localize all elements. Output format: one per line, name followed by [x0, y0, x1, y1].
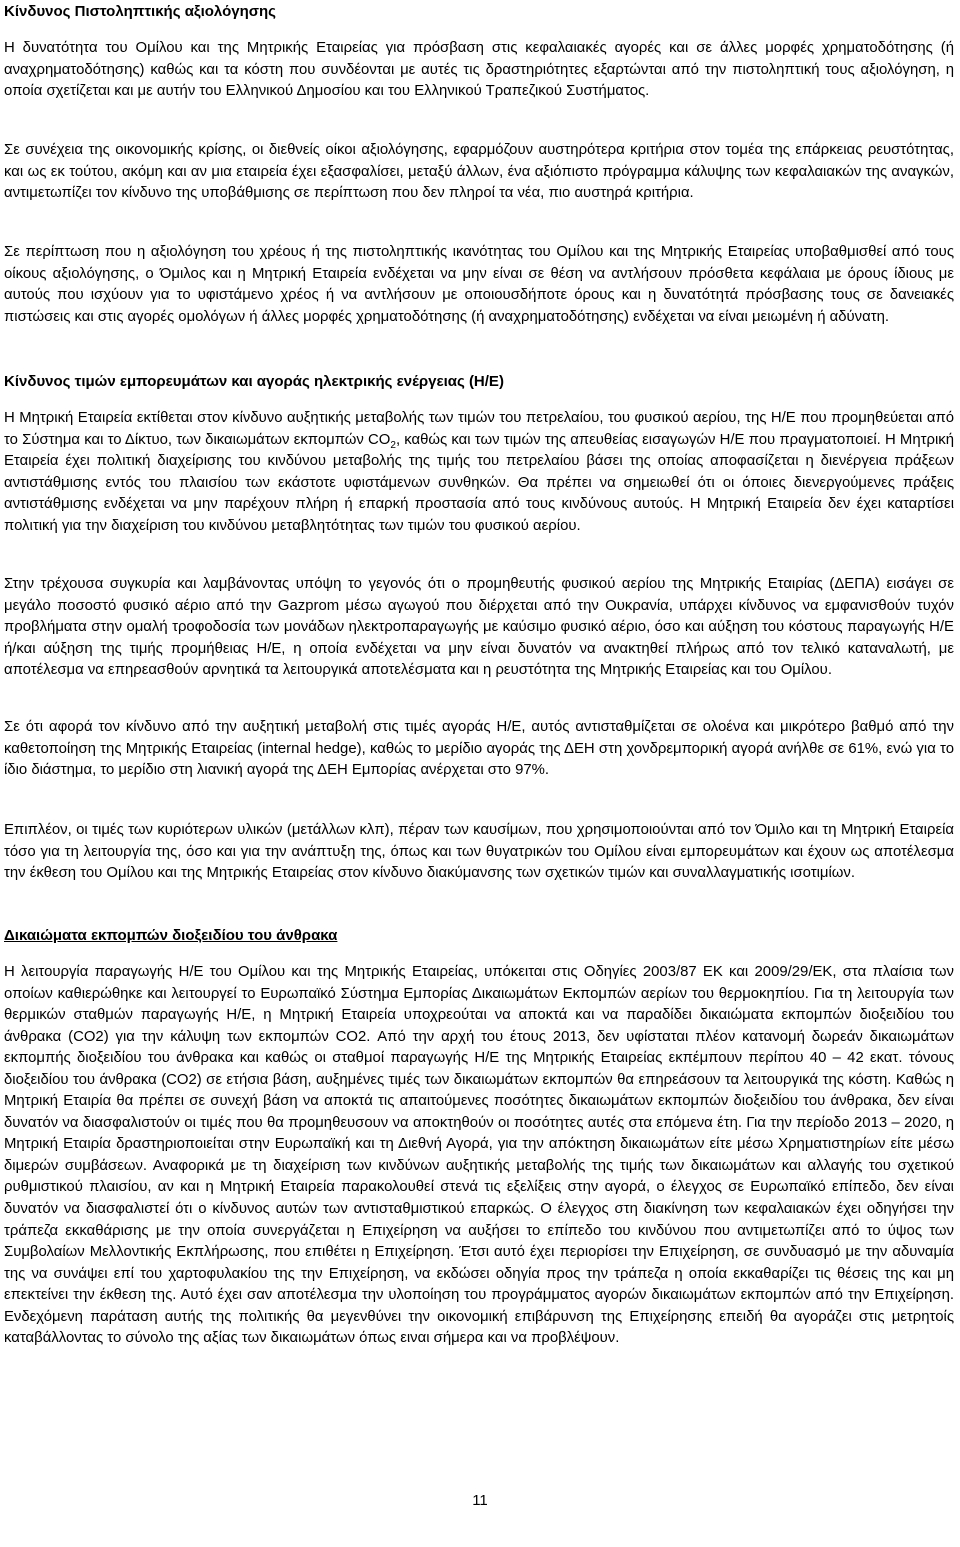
subscript: 2 — [390, 439, 396, 451]
paragraph-text: , καθώς και των τιμών της απευθείας εισαγωγών Η/Ε που πραγματοποιεί. Η Μητρική Εταιρεία έχει πολιτική διαχείρισης του κινδύνου μεταβολής της τιμής του πετρελαίου βάσει της οποίας αποφασίζεται η διενέργεια πράξεων αντιστάθμισης εντός του πλαισίου των εκάστοτε υφιστάμενων συνθηκών. Θα πρέπει να σημειωθεί ότι οι όποιες διενεργούμενες πράξεις αντιστάθμισης ενδέχεται να μην παρέχουν πλήρη ή επαρκή προστασία από τους κινδύνους αυτούς. Η Μητρική Εταιρεία δεν έχει καταρτίσει πολιτική για την διαχείριση του κινδύνου μεταβλητότητας των τιμών του φυσικού αερίου. — [4, 431, 955, 534]
paragraph-text: Η Μητρική Εταιρεία εκτίθεται στον κίνδυνο αυξητικής μεταβολής των τιμών του πετρελαίου, του φυσικού αερίου, της Η/Ε που προμηθεύεται από το Σύστημα και το Δίκτυο, των δικαιωμάτων εκπομπών CO — [4, 410, 954, 448]
paragraph — [4, 408, 954, 537]
paragraph: Σε συνέχεια της οικονομικής κρίσης, οι διεθνείς οίκοι αξιολόγησης, εφαρμόζουν αυστηρότερα κριτήρια στον τομέα της επάρκειας ρευστότητας, και ως εκ τούτου, ακόμη και αν μια εταιρεία έχει εξασφαλίσει, μεταξύ άλλων, ένα αξιόπιστο πρόγραμμα κάλυψης των κεφαλαιακών της αναγκών, αντιμετωπίζει τον κίνδυνο της υποβάθμισης σε περίπτωση που δεν πληροί τα νέα, πιο αυστηρά κριτήρια. — [4, 142, 954, 202]
section-title-commodity: Κίνδυνος τιμών εμπορευμάτων και αγοράς ηλεκτρικής ενέργειας (Η/Ε) — [4, 373, 504, 390]
page-number: 11 — [472, 1492, 488, 1509]
paragraph: Επιπλέον, οι τιμές των κυριότερων υλικών (μετάλλων κλπ), πέραν των καυσίμων, που χρησιμοποιούνται από τον Όμιλο και τη Μητρική Εταιρεία τόσο για τη λειτουργία της, όσο και για την ανάπτυξη της, όπως και των θυγατρικών του Ομίλου είναι εμπορευμάτων και έχουν ως αποτέλεσμα την έκθεση του Ομίλου και της Μητρικής Εταιρείας στον κίνδυνο διακύμανσης των σχετικών τιμών και συναλλαγματικής ισοτιμίων. — [4, 822, 954, 882]
section-title-emissions: Δικαιώματα εκπομπών διοξειδίου του άνθρακα — [4, 927, 338, 944]
paragraph: Σε περίπτωση που η αξιολόγηση του χρέους ή της πιστοληπτικής ικανότητας του Ομίλου και της Μητρικής Εταιρείας υποβαθμισθεί από τους οίκους αξιολόγησης, ο Όμιλος και η Μητρική Εταιρεία ενδέχεται να μην είναι σε θέση να αντλήσουν πρόσθετα κεφάλαια με όρους ίδιους με αυτούς που ισχύουν για το υφιστάμενο χρέος ή να αντλήσουν με οποιουσδήποτε όρους και η δυνατότητά πρόσβασης τους σε δανειακές πιστώσεις και στις αγορές ομολόγων ή άλλες μορφές χρηματοδότησης (ή αναχρηματοδότησης) ενδέχεται να είναι μειωμένη ή αδύνατη. — [4, 244, 954, 325]
paragraph: Η δυνατότητα του Ομίλου και της Μητρικής Εταιρείας για πρόσβαση στις κεφαλαιακές αγορές και σε άλλες μορφές χρηματοδότησης (ή αναχρηματοδότησης) καθώς και τα κόστη που συνδέονται με αυτές τις δραστηριότητες εξαρτώνται από την πιστοληπτική τους αξιολόγηση, η οποία σχετίζεται και με αυτήν του Ελληνικού Δημοσίου και του Ελληνικού Τραπεζικού Συστήματος. — [4, 40, 954, 100]
paragraph: Σε ότι αφορά τον κίνδυνο από την αυξητική μεταβολή στις τιμές αγοράς Η/Ε, αυτός αντισταθμίζεται σε ολοένα και μικρότερο βαθμό από την καθετοποίηση της Μητρικής Εταιρείας (internal hedge), καθώς το μερίδιο αγοράς της ΔΕΗ στη χονδρεμπορική αγορά ανήλθε σε 61%, ενώ για το ίδιο διάστημα, το μερίδιο στη λιανική αγορά της ΔΕΗ Εμπορίας ανέρχεται στο 97%. — [4, 719, 954, 779]
section-title-credit-rating: Κίνδυνος Πιστοληπτικής αξιολόγησης — [4, 3, 276, 20]
paragraph: Στην τρέχουσα συγκυρία και λαμβάνοντας υπόψη το γεγονός ότι ο προμηθευτής φυσικού αερίου της Μητρικής Εταιρίας (ΔΕΠΑ) εισάγει σε μεγάλο ποσοστό φυσικό αέριο από την Gazprom μέσω αγωγού που διέρχεται από την Ουκρανία, υπάρχει κίνδυνος να εμφανισθούν τυχόν προβλήματα στην ομαλή τροφοδοσία των μονάδων ηλεκτροπαραγωγής με καύσιμο φυσικό αέριο, όσο και αύξηση του κόστους παραγωγής Η/Ε ή/και αύξηση της τιμής προμήθειας Η/Ε, η οποία ενδέχεται να μην είναι δυνατόν να ανακτηθεί πλήρως από τον τελικό καταναλωτή, με αποτέλεσμα να επηρεασθούν αρνητικά τα λειτουργικά αποτελέσματα και η ρευστότητα της Μητρικής Εταιρείας και του Ομίλου. — [4, 576, 954, 679]
paragraph: Η λειτουργία παραγωγής Η/Ε του Ομίλου και της Μητρικής Εταιρείας, υπόκειται στις Οδηγίες 2003/87 ΕΚ και 2009/29/ΕΚ, στα πλαίσια των οποίων καθιερώθηκε και λειτουργεί το Ευρωπαϊκό Σύστημα Εμπορίας Δικαιωμάτων Εκπομπών αερίων του θερμοκηπίου. Για τη λειτουργία των θερμικών σταθμών παραγωγής Η/Ε, η Μητρική Εταιρεία υποχρεούται να αποκτά και να παραδίδει δικαιώματα εκπομπών διοξειδίου του άνθρακα (CO2) για την κάλυψη των εκπομπών CO2. Από την αρχή του έτους 2013, δεν υφίσταται πλέον κατανομή δωρεάν δικαιωμάτων εκπομπής διοξειδίου του άνθρακα και καθώς οι σταθμοί παραγωγής Η/Ε της Μητρικής Εταιρείας εκπέμπουν περίπου 40 – 42 εκατ. τόνους διοξειδίου του άνθρακα (CO2) σε ετήσια βάση, αυξημένες τιμές των δικαιωμάτων εκπομπών θα επηρεάσουν τα λειτουργικά της κόστη. Καθώς η Μητρική Εταιρία θα πρέπει σε συνεχή βάση να αποκτά τις απαιτούμενες ποσότητες δικαιωμάτων εκπομπών διοξειδίου του άνθρακα, δεν είναι δυνατόν να διασφαλιστούν οι τιμές που θα προμηθευσουν να αποκτηθούν οι ποσότητες αυτές στα επόμενα έτη. Για την περίοδο 2013 – 2020, η Μητρική Εταιρία δραστηριοποιείται στην Ευρωπαϊκή και τη Διεθνή Αγορά, για την απόκτηση δικαιωμάτων είτε μέσω Χρηματιστηρίων είτε μέσω διμερών συμβάσεων. Αναφορικά με τη διαχείριση των κινδύνων αυξητικής μεταβολής της τιμής των δικαιωμάτων και αλλαγής του σχετικού ρυθμιστικού πλαισίου, αν και η Μητρική Εταιρεία παρακολουθεί στενά τις εξελίξεις στην αγορά, ο έλεγχος σε Ευρωπαϊκό επίπεδο, δεν είναι δυνατόν να διασφαλιστεί ότι ο κίνδυνος αυτών των αντισταθμιστικού επαρκώς. Ο έλεγχος στη διακίνηση των κεφαλαιακών έχει οδηγήσει την τράπεζα εκκαθάρισης με την οποία συνεργάζεται η Επιχείρηση να αυξήσει το επίπεδο του κινδύνου που αντιμετωπίζει από το ύψος των Συμβολαίων Μελλοντικής Εκπλήρωσης, που επιθέτει η Επιχείρηση. Έτσι αυτό έχει περιορίσει την Επιχείρηση, σε συνδυασμό με την αδυναμία της να συνάψει επί του χαρτοφυλακίου της την Επιχείρηση, να εκδώσει οδηγία προς την τράπεζα η οποία εκκαθαρίζει τις θέσεις της και μη επεκτείνει την έκθεση της. Αυτό έχει σαν αποτέλεσμα την υλοποίηση του προγράμματος αγορών δικαιωμάτων εκπομπών από την Επιχείρηση. Ενδεχόμενη παράταση αυτής της πολιτικής θα μεγενθύνει την οικονομική επιβάρυνση της Επιχείρησης επειδή θα αγοράζει στις μετρητοίς καταβάλλοντας το σύνολο της αξίας των δικαιωμάτων όπως ειναι σήμερα και να προβλέψουν. — [4, 964, 954, 1347]
